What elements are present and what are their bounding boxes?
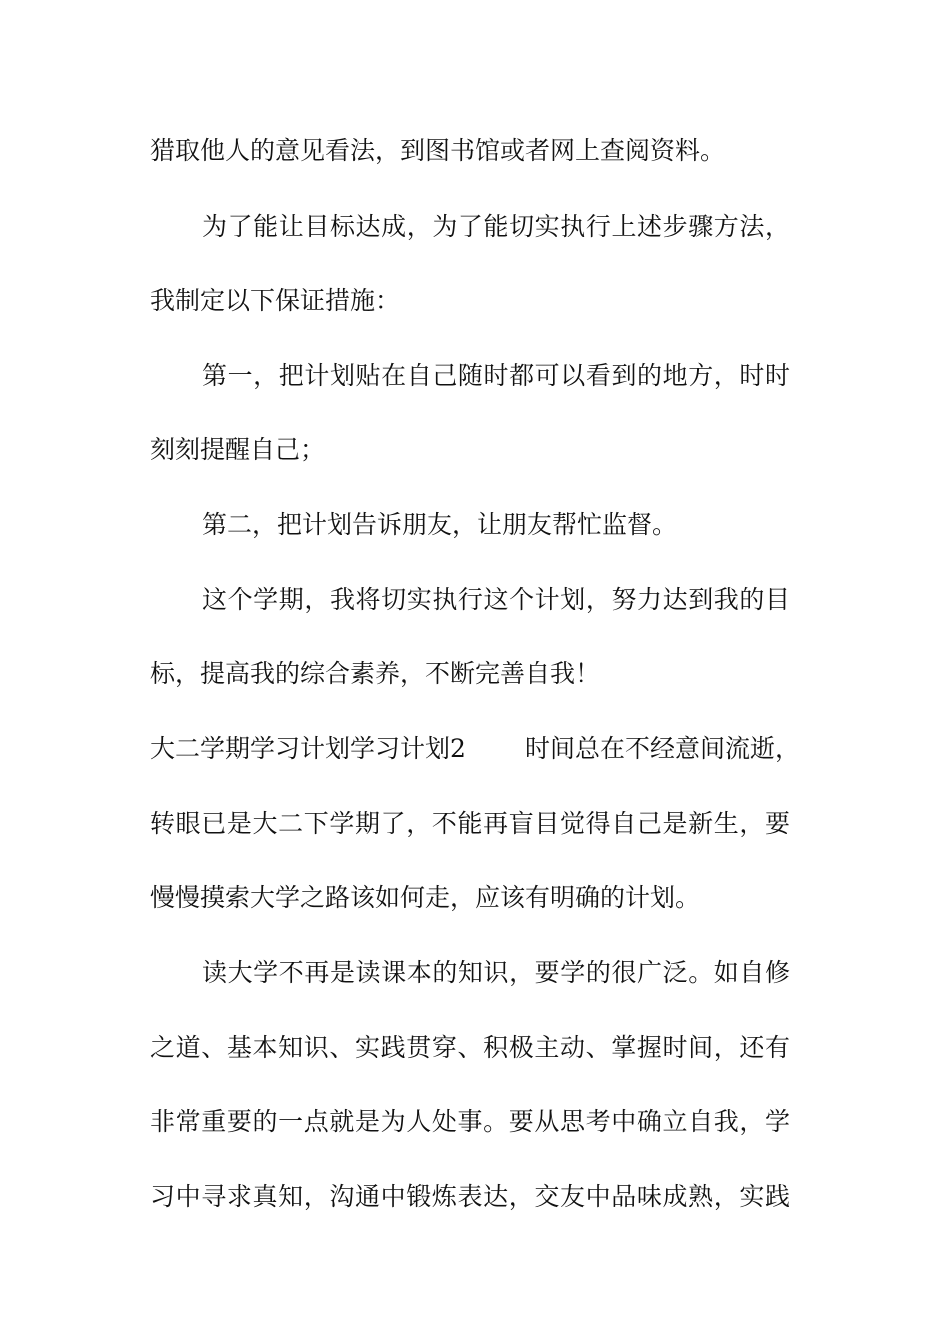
paragraph-line: 第二，把计划告诉朋友，让朋友帮忙监督。 xyxy=(202,510,678,539)
section-heading-line xyxy=(150,729,801,769)
paragraph-line: 这个学期，我将切实执行这个计划，努力达到我的目 xyxy=(202,585,790,614)
paragraph-line: 时间总在不经意间流逝， xyxy=(525,734,801,763)
paragraph-line: 之道、基本知识、实践贯穿、积极主动、掌握时间，还有 xyxy=(150,1033,790,1062)
paragraph-line: 为了能让目标达成，为了能切实执行上述步骤方法， xyxy=(202,212,790,241)
paragraph-line: 猎取他人的意见看法，到图书馆或者网上查阅资料。 xyxy=(150,136,726,165)
paragraph-line: 我制定以下保证措施： xyxy=(150,286,401,315)
paragraph-line: 非常重要的一点就是为人处事。要从思考中确立自我，学 xyxy=(150,1107,790,1136)
paragraph-line: 读大学不再是读课本的知识，要学的很广泛。如自修 xyxy=(202,958,790,987)
paragraph-line: 慢慢摸索大学之路该如何走，应该有明确的计划。 xyxy=(150,883,701,912)
paragraph-line: 习中寻求真知，沟通中锻炼表达，交友中品味成熟，实践 xyxy=(150,1182,790,1211)
paragraph-line: 标，提高我的综合素养，不断完善自我！ xyxy=(150,659,601,688)
paragraph-line: 刻刻提醒自己； xyxy=(150,435,326,464)
paragraph-line: 转眼已是大二下学期了，不能再盲目觉得自己是新生，要 xyxy=(150,809,790,838)
section-heading: 大二学期学习计划学习计划2 xyxy=(150,734,466,763)
paragraph-line: 第一，把计划贴在自己随时都可以看到的地方，时时 xyxy=(202,361,790,390)
